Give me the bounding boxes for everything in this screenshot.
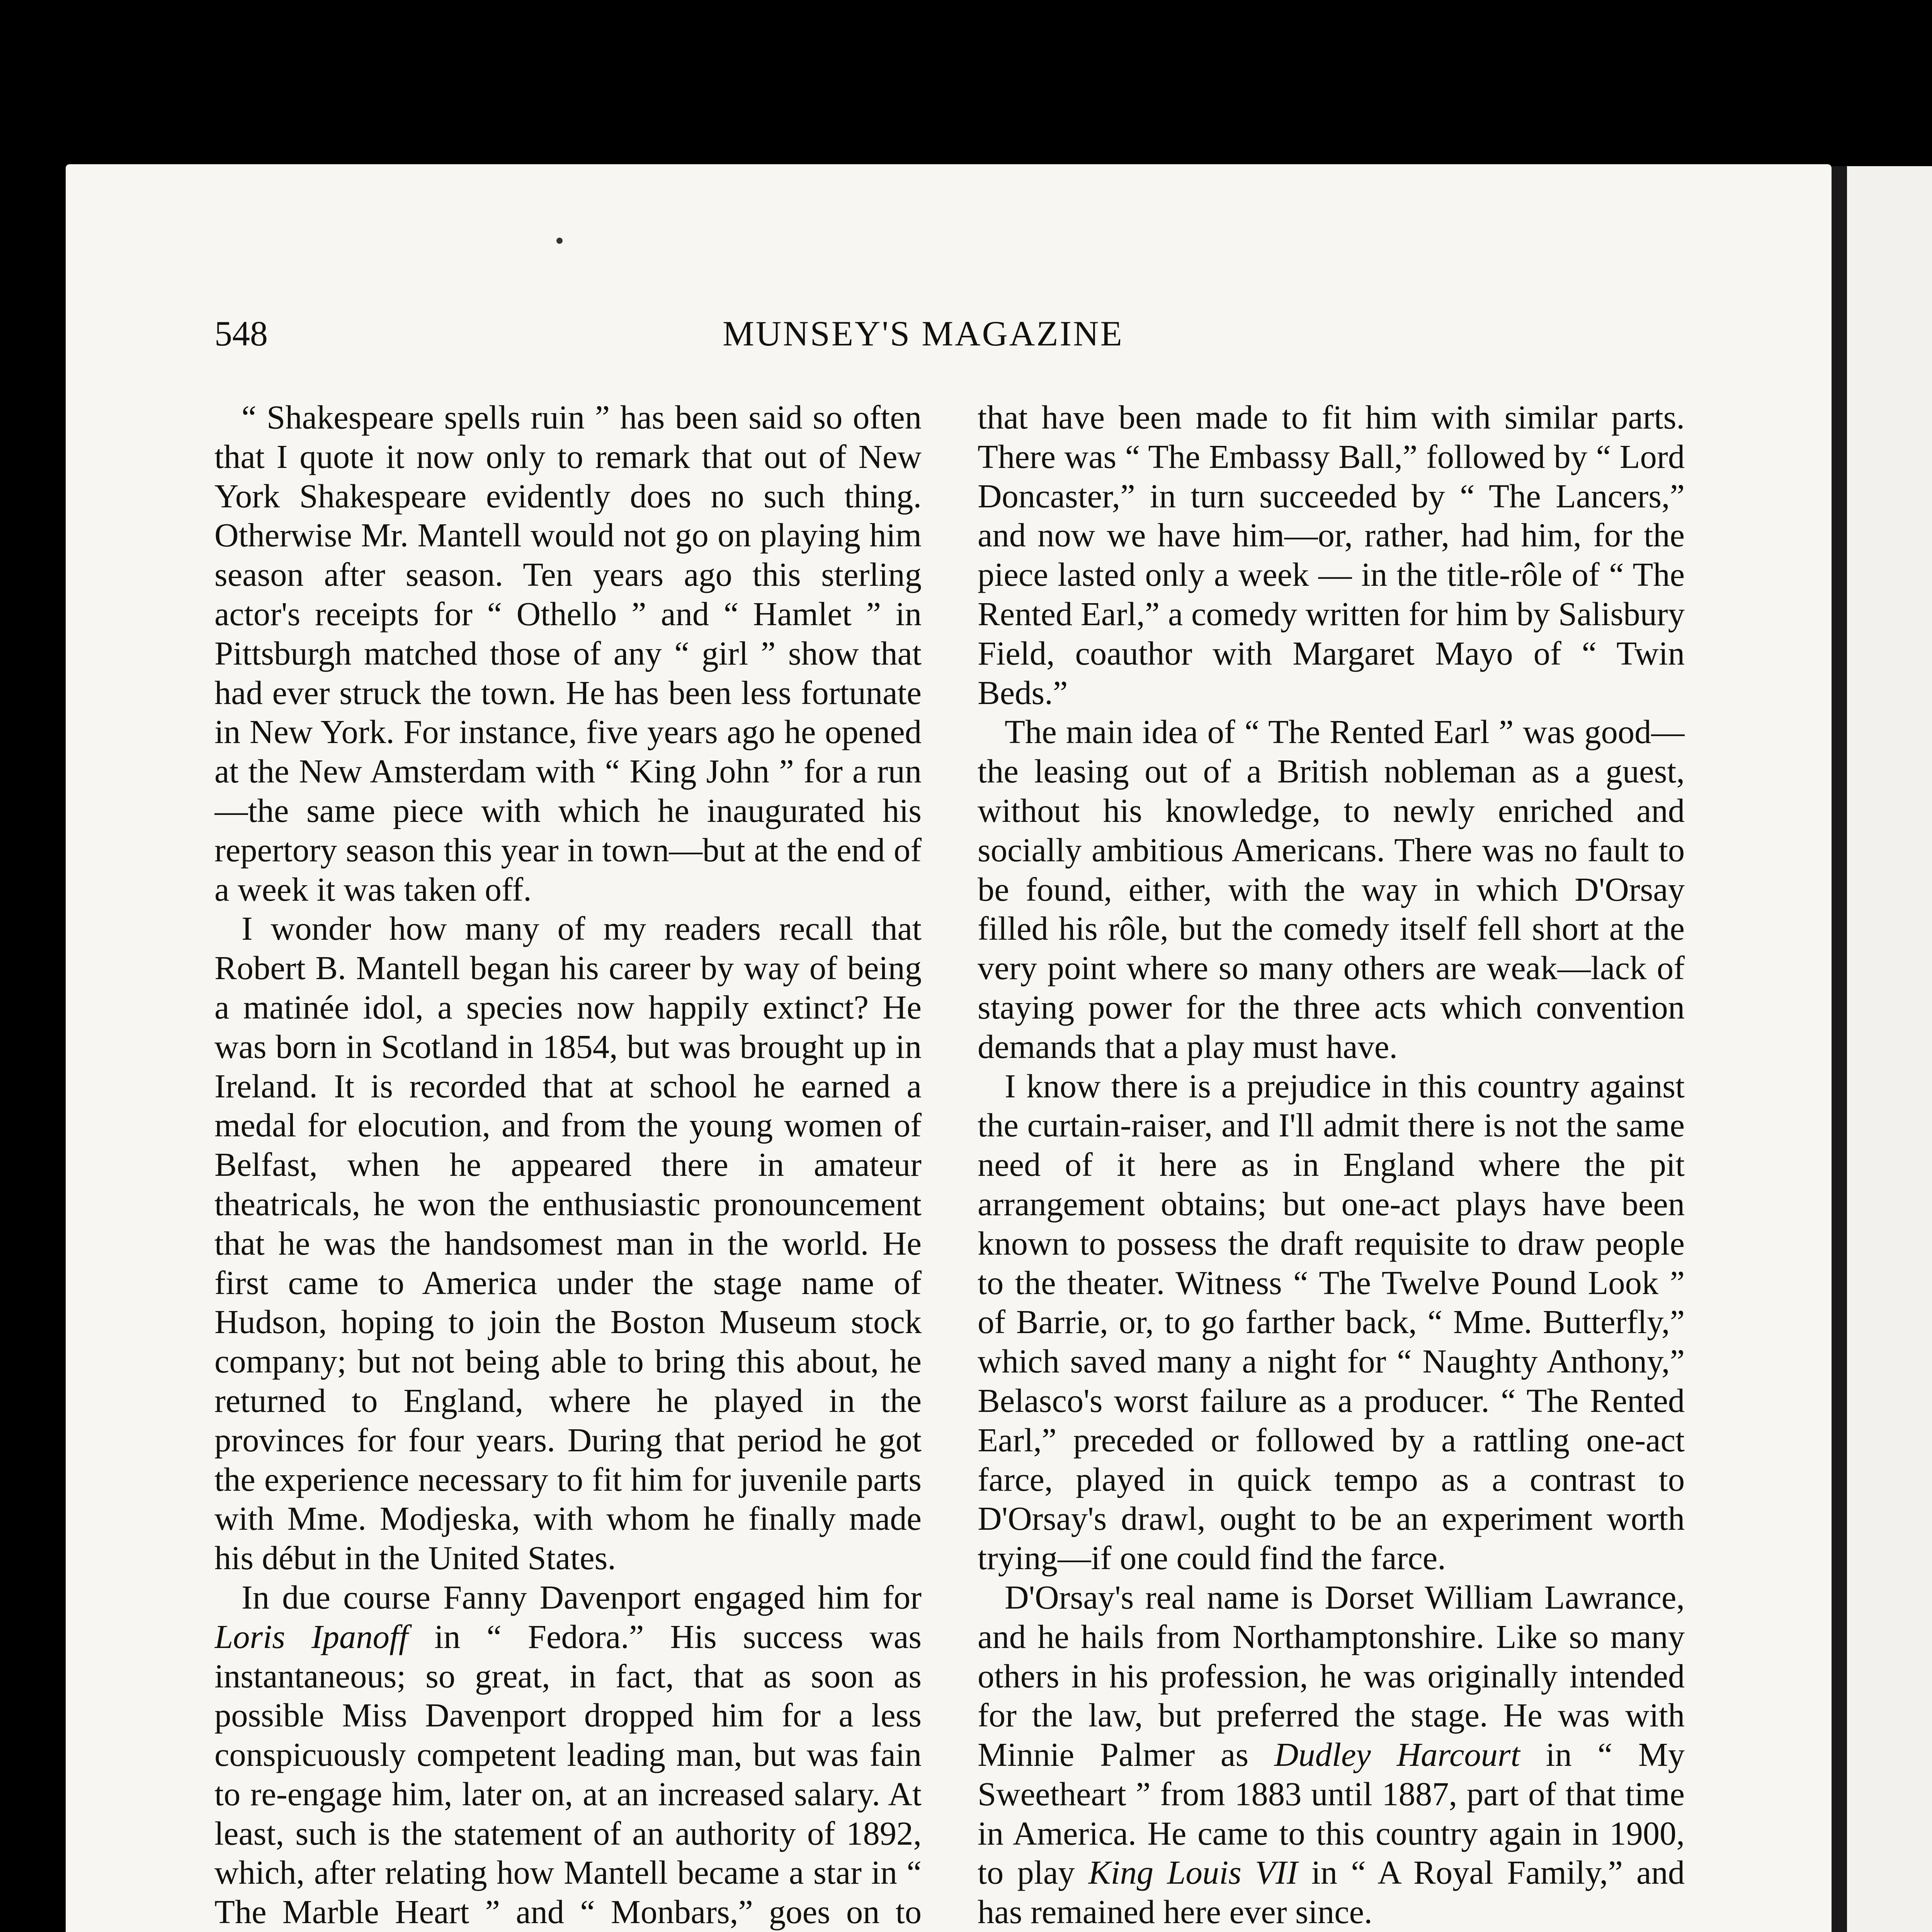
page-gutter-shadow bbox=[1832, 166, 1847, 1932]
role-name: Loris Ipanoff bbox=[214, 1618, 408, 1655]
paragraph: I know there is a prejudice in this country against the curtain-raiser, and I'll admit there is not the same need of it here as in England where the pit arrangement obtains; but one-act plays have been known to possess the draft requisite to draw people to the theater. Witness “ The Twelve Pound Look ” of Barrie, or, to go farther back, “ Mme. Butterfly,” which saved many a night for “ Naughty Anthony,” Belasco's worst failure as a producer. “ The Rented Earl,” preceded or followed by a rattling one-act farce, played in quick tempo as a contrast to D'Orsay's drawl, ought to be an experiment worth trying—if one could find the farce. bbox=[978, 1067, 1685, 1577]
paragraph: In due course Fanny Davenport engaged him for Loris Ipanoff in “ Fedora.” His success was instantaneous; so great, in fact, that as soon as possible Miss Davenport dropped him for a less conspicuously competent leading man, but was fain to re-engage him, later on, at an increased salary. At least, such is the statement of an authority of 1892, which, after relating how Mantell became a star in “ The Marble Heart ” and “ Monbars,” goes on to bbox=[214, 1578, 922, 1931]
running-title: MUNSEY'S MAGAZINE bbox=[723, 314, 1124, 353]
page-number: 548 bbox=[214, 314, 268, 353]
paragraph: The main idea of “ The Rented Earl ” was good—the leasing out of a British nobleman as a guest, without his knowledge, to newly enriched and socially ambitious Americans. There was no fault to be found, either, with the way in which D'Orsay filled his rôle, but the comedy itself fell short at the very point where so many others are weak—lack of staying power for the three acts which convention demands that a play must have. bbox=[978, 713, 1685, 1065]
role-name: King Louis VII bbox=[1088, 1854, 1298, 1891]
paragraph: D'Orsay's real name is Dorset William Lawrance, and he hails from Northamptonshire. Like so many others in his profession, he was originally intended for the law, but preferred the stage. He was with Minnie Palmer as Dudley Harcourt in “ My Sweetheart ” from 1883 until 1887, part of that time in America. He came to this country again in 1900, to play King Louis VII in “ A Royal Family,” and has remained here ever since. bbox=[978, 1578, 1685, 1931]
paragraph: I wonder how many of my readers recall that Robert B. Mantell began his career by way of being a matinée idol, a species now happily extinct? He was born in Scotland in 1854, but was brought up in Ireland. It is recorded that at school he earned a medal for elocution, and from the young women of Belfast, when he appeared there in amateur theatricals, he won the enthusiastic pronouncement that he was the handsomest man in the world. He first came to America under the stage name of Hudson, hoping to join the Boston Museum stock company; but not being able to bring this about, he returned to England, where he played in the provinces for four years. During that period he got the experience necessary to fit him for juvenile parts with Mme. Modjeska, with whom he finally made his début in the United States. bbox=[214, 910, 922, 1577]
page-header bbox=[214, 309, 1293, 367]
print-speck bbox=[556, 238, 563, 244]
role-name: Dudley Harcourt bbox=[1274, 1736, 1520, 1774]
paragraph: “ Shakespeare spells ruin ” has been said so often that I quote it now only to remark that out of New York Shakespeare evidently does no such thing. Otherwise Mr. Mantell would not go on playing him season after season. Ten years ago this sterling actor's receipts for “ Othello ” and “ Hamlet ” in Pittsburgh matched those of any “ girl ” show that had ever struck the town. He has been less fortunate in New York. For instance, five years ago he opened at the New Amsterdam with “ King John ” for a run—the same piece with which he inaugurated his repertory season this year in town—but at the end of a week it was taken off. bbox=[214, 399, 922, 908]
right-column bbox=[978, 398, 1685, 1932]
paragraph-continued: that have been made to fit him with similar parts. There was “ The Embassy Ball,” followed by “ Lord Doncaster,” in turn succeeded by “ The Lancers,” and now we have him—or, rather, had him, for the piece lasted only a week — in the title-rôle of “ The Rented Earl,” a comedy written for him by Salisbury Field, coauthor with Margaret Mayo of “ Twin Beds.” bbox=[978, 399, 1685, 711]
left-column bbox=[214, 398, 922, 1932]
